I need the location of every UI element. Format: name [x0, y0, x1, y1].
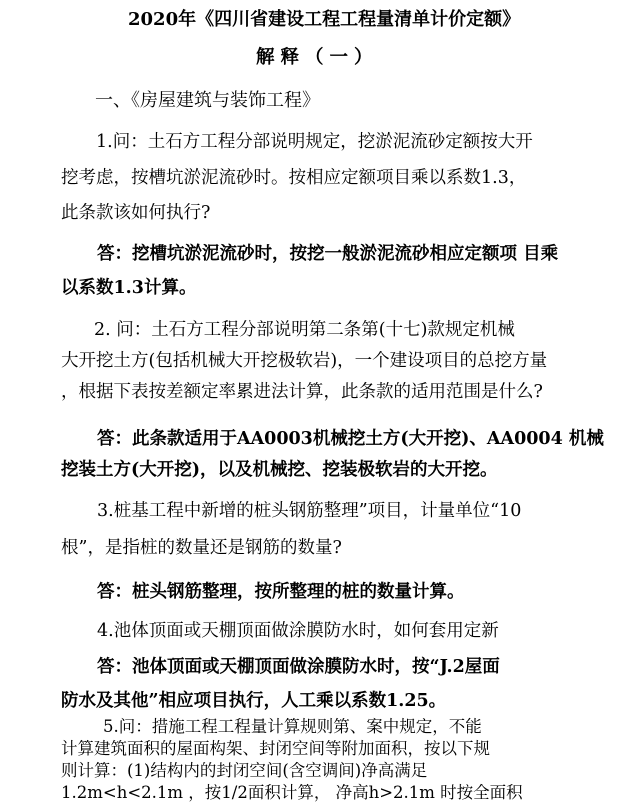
question-1-line-3: 此条款该如何执行?: [61, 203, 211, 223]
answer-4-line-1: 答：池体顶面或天棚顶面做涂膜防水时，按“J.2屋面: [97, 657, 500, 677]
question-5-line-1: 5.问：措施工程工程量计算规则第、案中规定，不能: [103, 717, 482, 736]
question-3-line-2: 根”，是指桩的数量还是钢筋的数量?: [61, 538, 342, 558]
answer-3-line-1: 答：桩头钢筋整理，按所整理的桩的数量计算。: [97, 582, 465, 602]
question-5-line-2: 计算建筑面积的屋面构架、封闭空间等附加面积，按以下规: [61, 739, 490, 758]
answer-4-line-2: 防水及其他”相应项目执行，人工乘以系数1.25。: [61, 691, 447, 711]
question-4-line-1: 4.池体顶面或天棚顶面做涂膜防水时，如何套用定新: [97, 621, 499, 641]
document-subtitle: 解释（一）: [256, 47, 379, 68]
question-2-line-2: 大开挖土方(包括机械大开挖极软岩)，一个建设项目的总挖方量: [61, 351, 548, 371]
answer-1-line-2: 以系数1.3计算。: [61, 278, 197, 298]
question-5-line-4: 1.2m<h<2.1m ，按1/2面积计算， 净高h>2.1m 时按全面积: [61, 783, 523, 802]
document-title: 2020年《四川省建设工程工程量清单计价定额》: [128, 9, 521, 30]
question-1-line-2: 挖考虑，按槽坑淤泥流砂时。按相应定额项目乘以系数1.3，: [61, 168, 527, 188]
answer-1-line-1: 答：挖槽坑淤泥流砂时，按挖一般淤泥流砂相应定额项 目乘: [97, 244, 559, 264]
answer-2-line-2: 挖装土方(大开挖)，以及机械挖、挖装极软岩的大开挖。: [61, 460, 498, 480]
question-1-line-1: 1.问：土石方工程分部说明规定，挖淤泥流砂定额按大开: [96, 132, 533, 152]
section-heading: 一、《房屋建筑与装饰工程》: [95, 90, 320, 111]
answer-2-line-1: 答：此条款适用于AA0003机械挖土方(大开挖)、AA0004 机械: [97, 429, 604, 449]
question-5-line-3: 则计算：(1)结构内的封闭空间(含空调间)净高满足: [61, 761, 428, 780]
question-2-line-3: ，根据下表按差额定率累进法计算，此条款的适用范围是什么?: [61, 382, 543, 402]
question-3-line-1: 3.桩基工程中新增的桩头钢筋整理”项目，计量单位“10: [97, 501, 522, 521]
question-2-line-1: 2. 问：土石方工程分部说明第二条第(十七)款规定机械: [94, 320, 515, 340]
